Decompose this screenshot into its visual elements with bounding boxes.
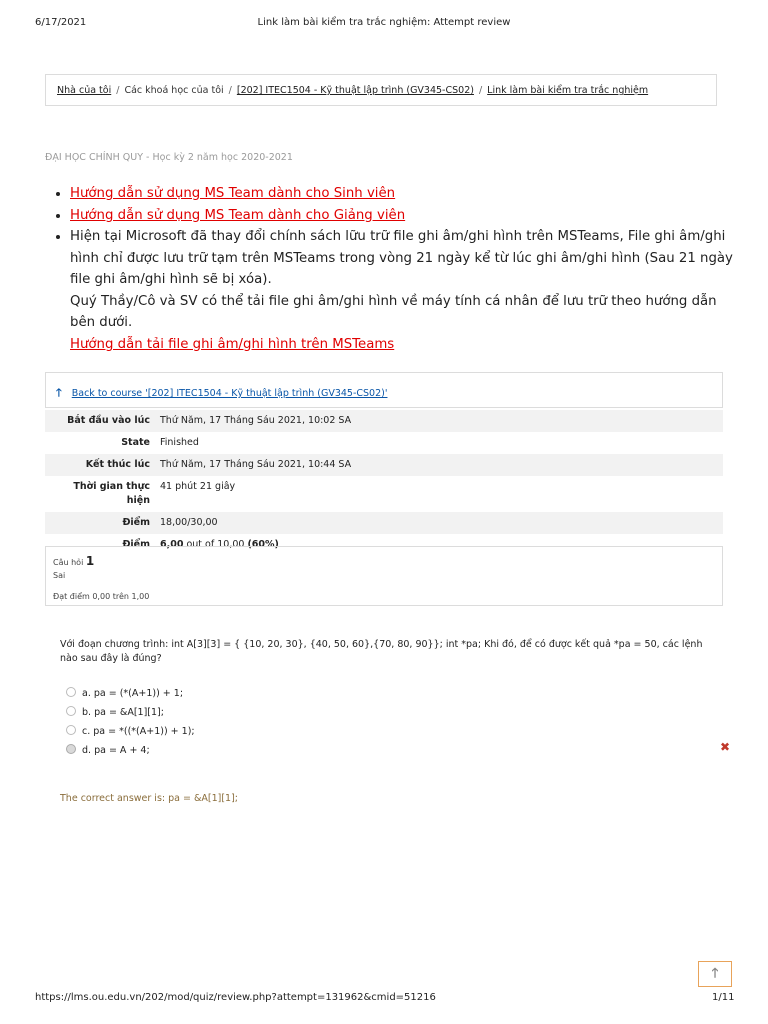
back-to-course-link[interactable]: Back to course '[202] ITEC1504 - Kỹ thuật lập trình (GV345-CS02)' <box>71 388 388 399</box>
answer-option[interactable] <box>66 687 183 699</box>
summary-row <box>45 432 723 454</box>
answer-label: c. pa = *((*(A+1)) + 1); <box>82 726 195 737</box>
back-to-course-box <box>45 372 723 408</box>
back-to-top-button[interactable] <box>698 961 732 987</box>
radio-button-selected[interactable] <box>66 744 76 754</box>
grade-percent: (60%) <box>247 539 279 550</box>
question-number: 1 <box>85 554 95 568</box>
guide-teacher-link[interactable]: Hướng dẫn sử dụng MS Team dành cho Giảng viên <box>70 207 406 223</box>
answer-option[interactable] <box>66 744 150 756</box>
summary-row <box>45 454 723 476</box>
question-mark: Đạt điểm 0,00 trên 1,00 <box>53 592 150 601</box>
summary-row <box>45 476 723 512</box>
guide-download-link[interactable]: Hướng dẫn tải file ghi âm/ghi hình trên MSTeams <box>70 336 395 352</box>
breadcrumb-course[interactable]: [202] ITEC1504 - Kỹ thuật lập trình (GV345-CS02) <box>236 85 474 96</box>
summary-label: State <box>121 437 150 448</box>
summary-label: Điểm <box>122 517 150 528</box>
radio-button[interactable] <box>66 725 76 735</box>
question-text: Với đoạn chương trình: int A[3][3] = { {10, 20, 30}, {40, 50, 60},{70, 80, 90}}; int *pa; Khi đó, để có được kết quả *pa = 50, các lệnh nào sau đây là đúng? <box>60 639 703 664</box>
summary-value: 18,00/30,00 <box>160 517 218 528</box>
arrow-up-icon: 🡑 <box>711 966 719 981</box>
breadcrumb-my-courses: Các khoá học của tôi <box>124 85 224 96</box>
summary-label: Kết thúc lúc <box>85 459 150 470</box>
breadcrumb <box>45 74 717 106</box>
print-title: Link làm bài kiểm tra trắc nghiệm: Attempt review <box>257 17 511 28</box>
summary-value: Thứ Năm, 17 Tháng Sáu 2021, 10:44 SA <box>160 459 352 470</box>
course-title: ĐẠI HỌC CHÍNH QUY - Học kỳ 2 năm học 2020-2021 <box>45 152 293 163</box>
summary-value: Thứ Năm, 17 Tháng Sáu 2021, 10:02 SA <box>160 415 352 426</box>
print-date: 6/17/2021 <box>35 17 87 28</box>
grade-out-of: out of 10,00 <box>183 539 248 550</box>
guide-student-link[interactable]: Hướng dẫn sử dụng MS Team dành cho Sinh viên <box>70 186 396 201</box>
breadcrumb-home[interactable]: Nhà của tôi <box>57 85 112 96</box>
print-page-number: 1/11 <box>712 992 735 1003</box>
notice-item <box>70 226 740 355</box>
notice-item <box>70 183 740 205</box>
grade-value: 6,00 <box>160 539 184 550</box>
radio-button[interactable] <box>66 706 76 716</box>
breadcrumb-separator: / <box>478 85 483 96</box>
answer-label: d. pa = A + 4; <box>82 745 150 756</box>
arrow-up-icon: 🡑 <box>56 386 62 399</box>
summary-label: Thời gian thực hiện <box>73 481 150 506</box>
answer-option[interactable] <box>66 725 195 737</box>
summary-value: Finished <box>160 437 199 448</box>
answer-label: a. pa = (*(A+1)) + 1; <box>82 688 184 699</box>
summary-row <box>45 512 723 534</box>
attempt-summary-table <box>45 410 723 556</box>
answer-option[interactable] <box>66 706 164 718</box>
notice-list <box>52 183 740 355</box>
notice-text: Quý Thầy/Cô và SV có thể tải file ghi âm/ghi hình về máy tính cá nhân để lưu trữ theo hướng dẫn bên dưới. <box>70 293 717 330</box>
summary-row <box>45 410 723 432</box>
breadcrumb-quiz[interactable]: Link làm bài kiểm tra trắc nghiệm <box>487 85 649 96</box>
breadcrumb-separator: / <box>116 85 120 96</box>
cross-icon: ✖ <box>720 740 731 754</box>
correct-answer-feedback: The correct answer is: pa = &A[1][1]; <box>60 793 238 804</box>
summary-value: 41 phút 21 giây <box>160 481 236 492</box>
print-url: https://lms.ou.edu.vn/202/mod/quiz/review.php?attempt=131962&cmid=51216 <box>35 992 436 1003</box>
radio-button[interactable] <box>66 687 76 697</box>
summary-label: Điểm <box>122 539 150 550</box>
notice-item <box>70 205 740 227</box>
summary-label: Bắt đầu vào lúc <box>67 415 150 426</box>
question-label: Câu hỏi <box>53 558 84 567</box>
question-status: Sai <box>53 571 66 580</box>
question-info-box <box>45 546 723 606</box>
answer-label: b. pa = &A[1][1]; <box>82 707 164 718</box>
notice-text: Hiện tại Microsoft đã thay đổi chính sách lữu trữ file ghi âm/ghi hình trên MSTeams, File ghi âm/ghi hình chỉ được lưu trữ tạm trên MSTeams trong vòng 21 ngày kể từ lúc ghi âm/ghi hình (Sau 21 ngày file ghi âm/ghi hình sẽ bị xóa). <box>70 229 733 287</box>
breadcrumb-separator: / <box>228 85 232 96</box>
